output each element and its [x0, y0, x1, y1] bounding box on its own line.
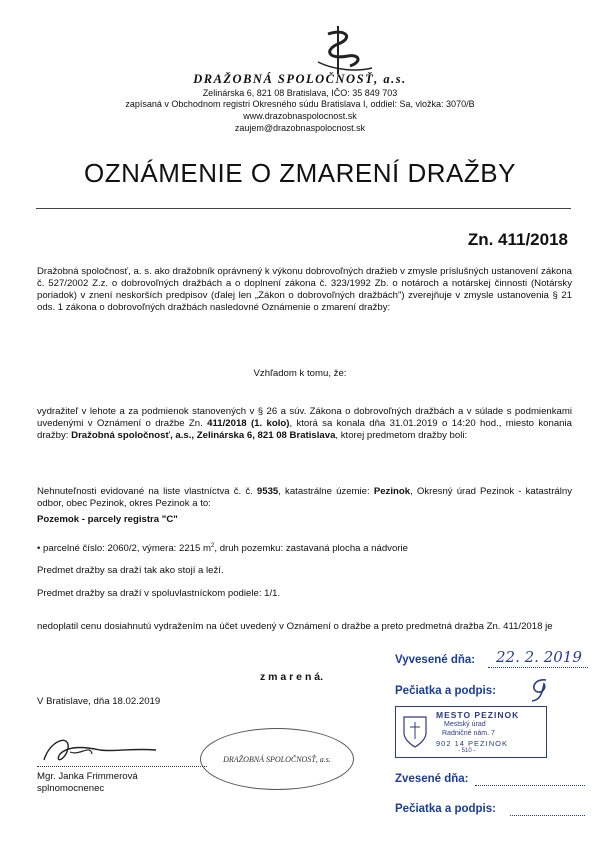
company-web: www.drazobnaspolocnost.sk — [243, 111, 357, 121]
case-number: Zn. 411/2018 — [467, 230, 568, 249]
property-heading: Pozemok - parcely registra "C" — [37, 514, 178, 525]
removed-line — [475, 785, 585, 786]
posted-date-handwritten: 22. 2. 2019 — [496, 648, 582, 666]
signature-icon — [40, 730, 160, 770]
company-name: DRAŽOBNÁ SPOLOČNOSŤ, a.s. — [193, 72, 407, 86]
divider — [36, 208, 571, 209]
as-is-line: Predmet dražby sa draží tak ako stojí a leží. — [37, 565, 224, 576]
buyer-paragraph: vydražiteľ v lehote a za podmienok stanovených v § 26 a súv. Zákona o dobrovoľných dražbách a v súlade s podmienkami uvedenými v Oznámení o dražbe Zn. 411/2018 (1. kolo), ktorá sa konala dňa 31.01.2019 o 14:20 hod., miesto konania dražby: Dražobná spoločnosť, a.s., Zelinárska 6, 821 08 Bratislava, ktorej predmetom dražby boli: — [37, 406, 572, 441]
company-registry: zapísaná v Obchodnom registri Okresného súdu Bratislava I, oddiel: Sa, vložka: 3070/B — [125, 99, 475, 109]
stamp-line-2 — [510, 815, 585, 816]
posted-label: Vyvesené dňa: — [395, 654, 476, 666]
city-stamp-line2: Mestský úrad — [444, 721, 486, 728]
unpaid-paragraph: nedoplatil cenu dosiahnutú vydražením na účet uvedený v Oznámení o dražbe a preto predmetná dražba Zn. 411/2018 je — [37, 621, 553, 632]
company-address: Zelinárska 6, 821 08 Bratislava, IČO: 35 849 703 — [202, 88, 398, 98]
share-line: Predmet dražby sa draží v spoluvlastníckom podiele: 1/1. — [37, 588, 281, 599]
posted-line — [488, 667, 588, 668]
city-stamp-line1: MESTO PEZINOK — [436, 710, 520, 720]
intro-paragraph: Dražobná spoločnosť, a. s. ako dražobník oprávnený k výkonu dobrovoľných dražieb v zmysle príslušných ustanovení zákona č. 527/2002 Z.z. o dobrovoľných dražbách a o doplnení zákona č. 323/1992 Zb. o notároch a notárskej činnosti (Notársky poriadok) v znení neskorších predpisov (ďalej len „Zákon o dobrovoľných dražbách") zverejňuje v zmysle ustanovenia § 21 ods. 1 zákona o dobrovoľných dražbách nasledovné Oznámenie o zmarení dražby: — [37, 266, 572, 313]
document-title: OZNÁMENIE O ZMARENÍ DRAŽBY — [84, 158, 516, 188]
stamp-signature-label: Pečiatka a podpis: — [395, 685, 496, 697]
whereas-line: Vzhľadom k tomu, že: — [253, 368, 347, 379]
city-stamp-line5: - 510 - — [458, 748, 476, 754]
handwritten-mark-icon — [524, 676, 554, 704]
city-stamp-line4: 902 14 PEZINOK — [436, 739, 508, 748]
removed-label: Zvesené dňa: — [395, 773, 469, 785]
parcel-line: • parcelné číslo: 2060/2, výmera: 2215 $m^2$, druh pozemku: zastavaná plocha a nádvorie — [37, 543, 408, 555]
thwarted-word: z m a r e n á. — [260, 671, 324, 683]
place-date: V Bratislave, dňa 18.02.2019 — [37, 696, 161, 707]
company-round-stamp — [200, 728, 354, 790]
signature-line — [37, 766, 207, 767]
city-stamp-line3: Radničné nám. 7 — [442, 730, 495, 737]
property-paragraph: Nehnuteľnosti evidované na liste vlastníctva č. č. 9535, katastrálne územie: Pezinok, Okresný úrad Pezinok - katastrálny odbor, obec Pezinok, okres Pezinok a to: — [37, 486, 572, 509]
signatory-role: splnomocnenec — [37, 783, 105, 794]
company-logo-icon — [298, 22, 378, 78]
stamp-signature-label-2: Pečiatka a podpis: — [395, 803, 496, 815]
signatory-name: Mgr. Janka Frimmerová — [37, 771, 138, 782]
company-email: zaujem@drazobnaspolocnost.sk — [234, 123, 366, 133]
round-stamp-text: DRAŽOBNÁ SPOLOČNOSŤ, a.s. — [223, 754, 331, 764]
coat-of-arms-icon — [402, 715, 428, 749]
city-stamp — [395, 706, 547, 758]
